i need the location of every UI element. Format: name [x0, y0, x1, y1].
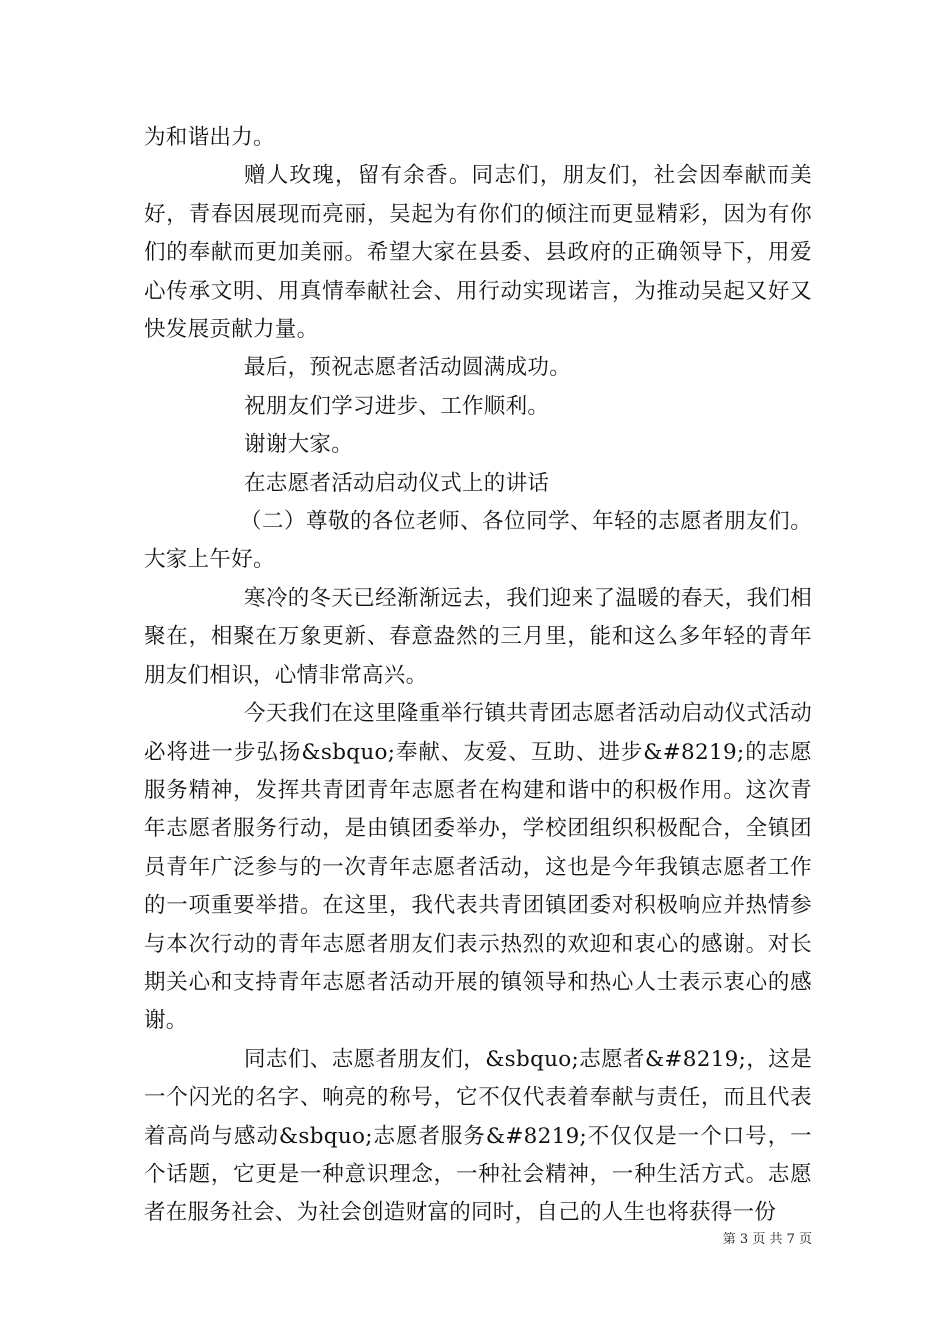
- paragraph-wish-success: 最后，预祝志愿者活动圆满成功。: [244, 355, 572, 381]
- paragraph-ceremony: 今天我们在这里隆重举行镇共青团志愿者活动启动仪式活动必将进一步弘扬&sbquo;奉献、友爱、互助、进步&#8219;的志愿服务精神，发挥共青团青年志愿者在构建和谐中的积极作用。这次青年志愿者服务行动，是由镇团委举办，学校团组织积极配合，全镇团员青年广泛参与的一次青年志愿者活动，这也是今年我镇志愿者工作的一项重要举措。在这里，我代表共青团镇团委对积极响应并热情参与本次行动的青年志愿者朋友们表示热烈的欢迎和衷心的感谢。对长期关心和支持青年志愿者活动开展的镇领导和热心人士表示衷心的感谢。: [144, 701, 812, 1034]
- section-title: 在志愿者活动启动仪式上的讲话: [244, 470, 550, 496]
- paragraph-wish-friends: 祝朋友们学习进步、工作顺利。: [244, 393, 550, 419]
- paragraph-thanks: 谢谢大家。: [244, 432, 354, 458]
- paragraph-greeting: （二）尊敬的各位老师、各位同学、年轻的志愿者朋友们。大家上午好。: [144, 509, 812, 573]
- document-body: [144, 119, 812, 1233]
- paragraph-volunteer: 同志们、志愿者朋友们，&sbquo;志愿者&#8219;，这是一个闪光的名字、响亮的称号，它不仅代表着奉献与责任，而且代表着高尚与感动&sbquo;志愿者服务&#8219;不仅仅是一个口号，一个话题，它更是一种意识理念，一种社会精神，一种生活方式。志愿者在服务社会、为社会创造财富的同时，自己的人生也将获得一份: [144, 1046, 812, 1226]
- paragraph-closing-remarks: 赠人玫瑰，留有余香。同志们，朋友们，社会因奉献而美好，青春因展现而亮丽，吴起为有你们的倾注而更显精彩，因为有你们的奉献而更加美丽。希望大家在县委、县政府的正确领导下，用爱心传承文明、用真情奉献社会、用行动实现诺言，为推动吴起又好又快发展贡献力量。: [144, 163, 812, 343]
- paragraph-continuation: 为和谐出力。: [144, 125, 275, 150]
- page-number-footer: 第 3 页 共 7 页: [722, 1232, 812, 1247]
- paragraph-spring: 寒冷的冬天已经渐渐远去，我们迎来了温暖的春天，我们相聚在，相聚在万象更新、春意盎然的三月里，能和这么多年轻的青年朋友们相识，心情非常高兴。: [144, 585, 812, 688]
